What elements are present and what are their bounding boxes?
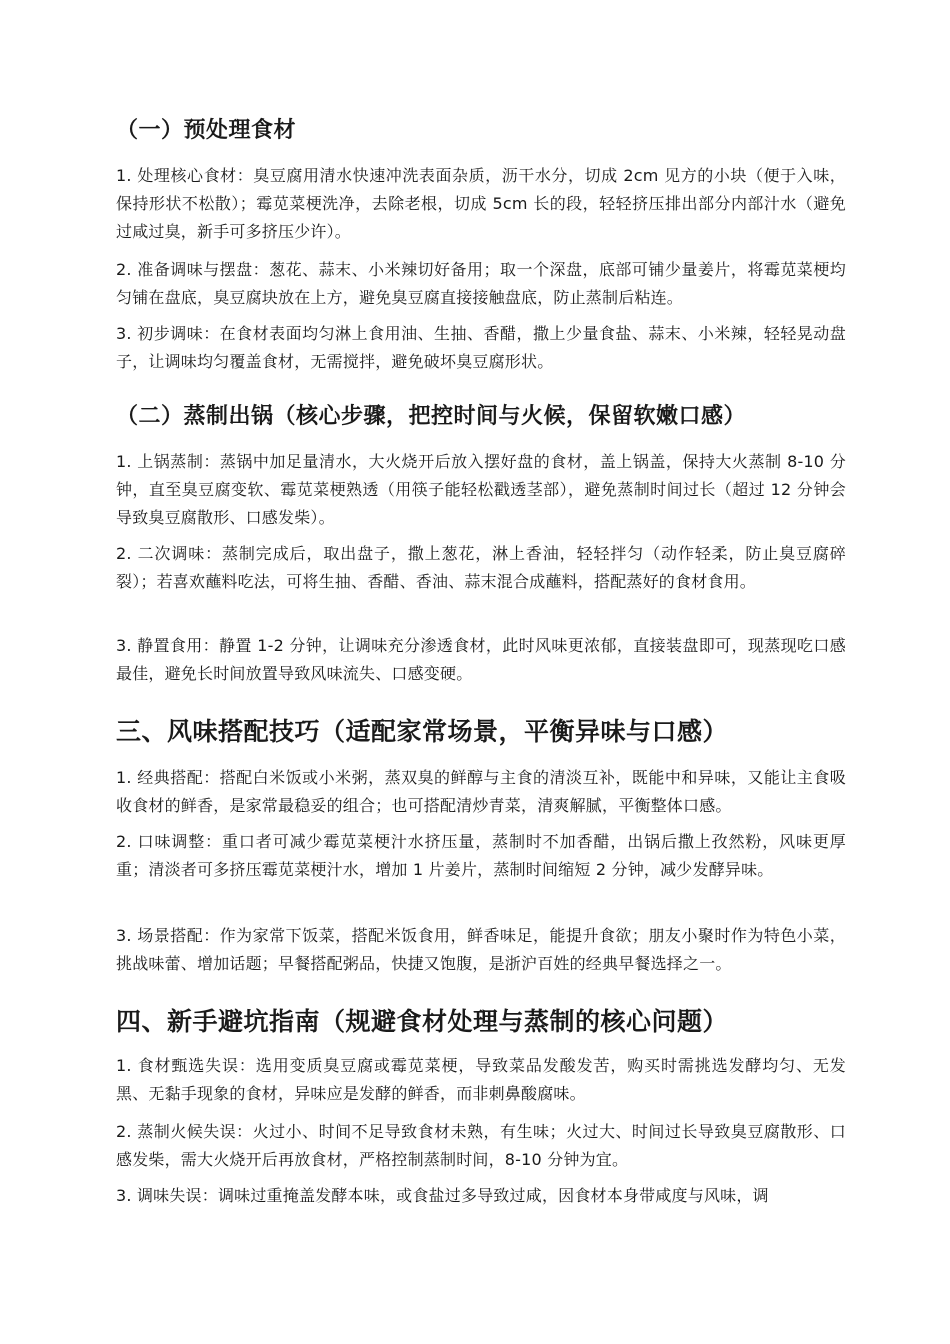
section-heading-beginner-guide: 四、新手避坑指南（规避食材处理与蒸制的核心问题） xyxy=(116,1007,729,1036)
paragraph-step-1: 1. 处理核心食材：臭豆腐用清水快速冲洗表面杂质，沥干水分，切成 2cm 见方的小块（便于入味，保持形状不松散）；霉苋菜梗洗净，去除老根，切成 5cm 长的段，轻轻挤压排出部分内部汁水（避免过咸过臭，新手可多挤压少许）。 xyxy=(116,166,846,241)
paragraph-step-2: 2. 蒸制火候失误：火过小、时间不足导致食材未熟，有生味；火过大、时间过长导致臭豆腐散形、口感发柴，需大火烧开后再放食材，严格控制蒸制时间，8-10 分钟为宜。 xyxy=(116,1122,846,1169)
paragraph-step-2: 2. 二次调味：蒸制完成后，取出盘子，撒上葱花，淋上香油，轻轻拌匀（动作轻柔，防止臭豆腐碎裂）；若喜欢蘸料吃法，可将生抽、香醋、香油、蒜末混合成蘸料，搭配蒸好的食材食用。 xyxy=(116,544,846,591)
paragraph-step-3: 3. 静置食用：静置 1-2 分钟，让调味充分渗透食材，此时风味更浓郁，直接装盘即可，现蒸现吃口感最佳，避免长时间放置导致风味流失、口感变硬。 xyxy=(116,636,846,683)
paragraph-step-1: 1. 经典搭配：搭配白米饭或小米粥，蒸双臭的鲜醇与主食的清淡互补，既能中和异味，又能让主食吸收食材的鲜香，是家常最稳妥的组合；也可搭配清炒青菜，清爽解腻，平衡整体口感。 xyxy=(116,768,846,815)
paragraph-step-1: 1. 上锅蒸制：蒸锅中加足量清水，大火烧开后放入摆好盘的食材，盖上锅盖，保持大火蒸制 8-10 分钟，直至臭豆腐变软、霉苋菜梗熟透（用筷子能轻松戳透茎部），避免蒸制时间过长（超过 12 分钟会导致臭豆腐散形、口感发柴）。 xyxy=(116,452,846,527)
paragraph-step-2: 2. 准备调味与摆盘：葱花、蒜末、小米辣切好备用；取一个深盘，底部可铺少量姜片，将霉苋菜梗均匀铺在盘底，臭豆腐块放在上方，避免臭豆腐直接接触盘底，防止蒸制后粘连。 xyxy=(116,260,846,307)
section-heading-preprocess: （一）预处理食材 xyxy=(116,118,297,143)
paragraph-step-3: 3. 调味失误：调味过重掩盖发酵本味，或食盐过多导致过咸，因食材本身带咸度与风味，调 xyxy=(116,1186,769,1205)
paragraph-step-1: 1. 食材甄选失误：选用变质臭豆腐或霉苋菜梗，导致菜品发酸发苦，购买时需挑选发酵均匀、无发黑、无黏手现象的食材，异味应是发酵的鲜香，而非刺鼻酸腐味。 xyxy=(116,1056,846,1103)
paragraph-step-3: 3. 初步调味：在食材表面均匀淋上食用油、生抽、香醋，撒上少量食盐、蒜末、小米辣，轻轻晃动盘子，让调味均匀覆盖食材，无需搅拌，避免破坏臭豆腐形状。 xyxy=(116,324,846,371)
paragraph-step-3: 3. 场景搭配：作为家常下饭菜，搭配米饭食用，鲜香味足，能提升食欲；朋友小聚时作为特色小菜，挑战味蕾、增加话题；早餐搭配粥品，快捷又饱腹，是浙沪百姓的经典早餐选择之一。 xyxy=(116,926,846,973)
section-heading-flavor-pairing: 三、风味搭配技巧（适配家常场景，平衡异味与口感） xyxy=(116,717,729,746)
paragraph-step-2: 2. 口味调整：重口者可减少霉苋菜梗汁水挤压量，蒸制时不加香醋，出锅后撒上孜然粉，风味更厚重；清淡者可多挤压霉苋菜梗汁水，增加 1 片姜片，蒸制时间缩短 2 分钟，减少发酵异味。 xyxy=(116,832,846,879)
section-heading-steaming: （二）蒸制出锅（核心步骤，把控时间与火候，保留软嫩口感） xyxy=(116,404,747,429)
